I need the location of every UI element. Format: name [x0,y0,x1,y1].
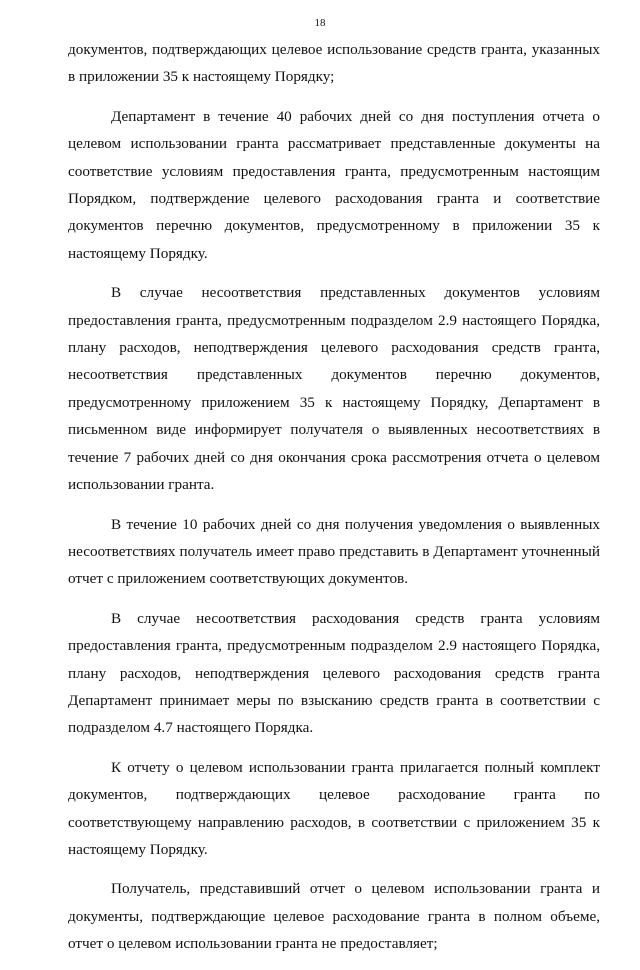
page-number: 18 [314,17,326,29]
paragraph-recovery-measures: В случае несоответствия расходования средств гранта условиям предоставления гранта, предусмотренным подразделом 2.9 настоящего Порядка, плану расходов, неподтверждения целевого расходования средств гранта Департамент принимает меры по взысканию средств гранта в соответствии с подразделом 4.7 настоящего Порядка. [68,609,600,737]
paragraph-report-exemption: Получатель, представивший отчет о целевом использовании гранта и документы, подтверждающие целевое расходование гранта в полном объеме, отчет о целевом использовании гранта не предоставляет; [68,880,600,953]
paragraph-corrected-report: В течение 10 рабочих дней со дня получения уведомления о выявленных несоответствиях получатель имеет право представить в Департамент уточненный отчет с приложением соответствующих документов. [68,515,600,588]
paragraph-nonconformity-notice: В случае несоответствия представленных документов условиям предоставления гранта, предусмотренным подразделом 2.9 настоящего Порядка, плану расходов, неподтверждения целевого расходования средств гранта, несоответствия представленных документов перечню документов, предусмотренному приложением 35 к настоящему Порядку, Департамент в письменном виде информирует получателя о выявленных несоответствиях в течение 7 рабочих дней со дня окончания срока рассмотрения отчета о целевом использовании гранта. [68,284,600,494]
paragraph-continuation: документов, подтверждающих целевое использование средств гранта, указанных в приложении 35 к настоящему Порядку; [68,41,600,86]
document-body [68,36,600,970]
paragraph-review-period: Департамент в течение 40 рабочих дней со дня поступления отчета о целевом использовании гранта рассматривает представленные документы на соответствие условиям предоставления гранта, предусмотренным настоящим Порядком, подтверждение целевого расходования гранта и соответствие документов перечню документов, предусмотренному в приложении 35 к настоящему Порядку. [68,107,600,262]
paragraph-report-attachments: К отчету о целевом использовании гранта прилагается полный комплект документов, подтверждающих целевое расходование гранта по соответствующему направлению расходов, в соответствии с приложением 35 к настоящему Порядку. [68,758,600,858]
